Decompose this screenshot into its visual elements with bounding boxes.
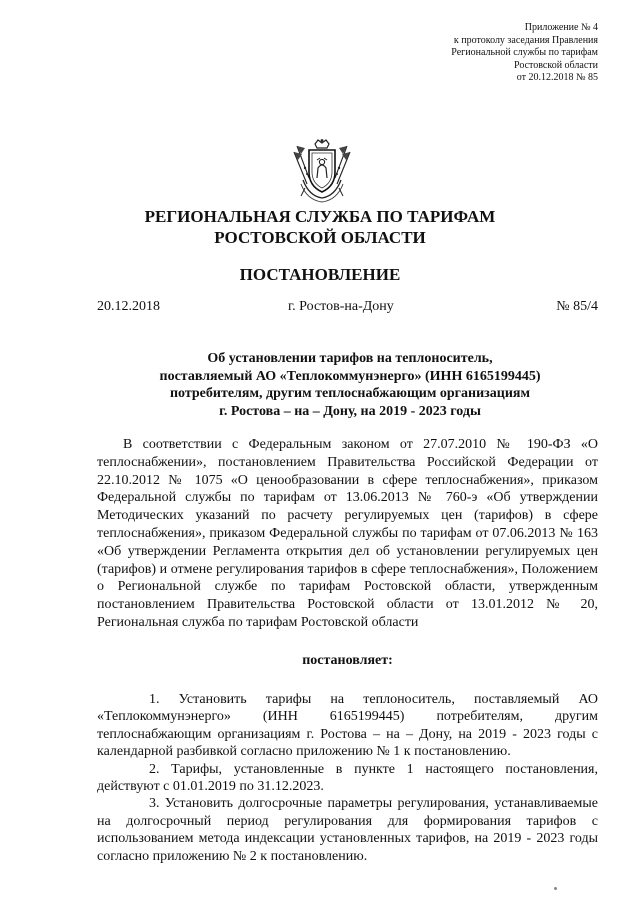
decree-item: 3. Установить долгосрочные параметры регулирования, устанавливаемые на долгосрочный период регулирования для формирования тарифов с использованием метода индексации установленных тарифов, на 2019 - 2023 годы согласно приложению № 2 к постановлению.	[97, 796, 598, 864]
appendix-line: к протоколу заседания Правления	[453, 34, 598, 46]
agency-line: РОСТОВСКОЙ ОБЛАСТИ	[214, 228, 426, 247]
document-number: № 85/4	[556, 299, 598, 314]
document-subject	[110, 350, 590, 420]
subject-line: Об установлении тарифов на теплоноситель,	[207, 351, 493, 366]
appendix-line: от 20.12.2018 № 85	[516, 72, 598, 84]
document-city: г. Ростов-на-Дону	[288, 299, 394, 314]
document-date: 20.12.2018	[97, 299, 160, 314]
decree-item: 2. Тарифы, установленные в пункте 1 настоящего постановления, действуют с 01.01.2019 по 31.12.2023.	[97, 761, 598, 795]
appendix-line: Приложение № 4	[524, 22, 598, 33]
subject-line: поставляемый АО «Теплокоммунэнерго» (ИНН 6165199445)	[159, 368, 541, 384]
coat-of-arms-icon	[291, 138, 353, 204]
document-type: ПОСТАНОВЛЕНИЕ	[239, 265, 401, 284]
agency-line: РЕГИОНАЛЬНАЯ СЛУЖБА ПО ТАРИФАМ	[144, 207, 496, 226]
subject-line: потребителям, другим теплоснабжающим организациям	[169, 386, 531, 401]
appendix-line: Ростовской области	[514, 59, 598, 71]
decree-items	[97, 691, 598, 865]
agency-name	[60, 206, 580, 248]
decrees-word: постановляет:	[302, 653, 393, 668]
scan-dot	[554, 887, 557, 890]
decree-item: 1. Установить тарифы на теплоноситель, поставляемый АО «Теплокоммунэнерго» (ИНН 6165199445) потребителям, другим теплоснабжающим организациям г. Ростова – на – Дону, на 2019 - 2023 годы с календарной разбивкой согласно приложению № 1 к постановлению.	[97, 692, 598, 760]
subject-line: г. Ростова – на – Дону, на 2019 - 2023 годы	[219, 403, 481, 419]
appendix-note	[338, 22, 598, 85]
document-meta	[97, 298, 598, 316]
preamble-paragraph: В соответствии с Федеральным законом от 27.07.2010 № 190-ФЗ «О теплоснабжении», постановлением Правительства Российской Федерации от 22.10.2012 № 1075 «О ценообразовании в сфере теплоснабжения», приказом Федеральной службы по тарифам от 13.06.2013 № 760-э «Об утверждении Методических указаний по расчету регулируемых цен (тарифов) в сфере теплоснабжения», приказом Федеральной службы по тарифам от 07.06.2013 № 163 «Об утверждении Регламента открытия дел об установлении регулируемых цен (тарифов) и отмене регулирования тарифов в сфере теплоснабжения», Положением о Региональной службе по тарифам Ростовской области, утвержденным постановлением Правительства Ростовской области от 13.01.2012 № 20, Региональная служба по тарифам Ростовской области	[97, 437, 598, 630]
appendix-line: Региональной службы по тарифам	[451, 47, 598, 59]
